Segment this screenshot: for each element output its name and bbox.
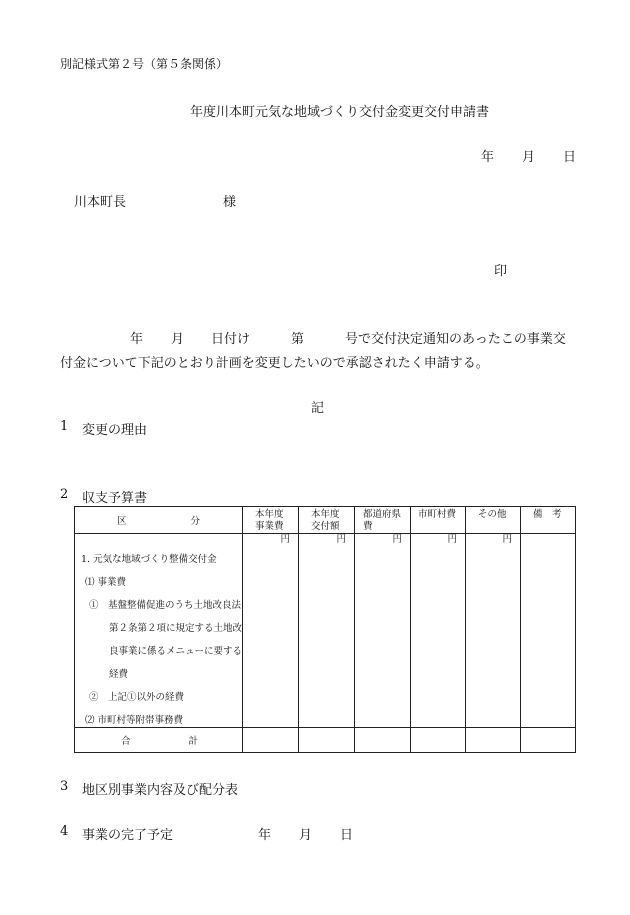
body-dated: 日付け <box>211 332 251 347</box>
list-item: 第２条第２項に規定する土地改 <box>109 623 243 634</box>
total-prefecture <box>355 728 411 753</box>
header-municipal: 市町村費 <box>411 507 466 534</box>
body-rest: 号で交付決定通知のあったこの事業交 <box>345 332 566 347</box>
total-other <box>466 728 521 753</box>
body-year: 年 <box>130 332 144 347</box>
form-number: 別記様式第２号（第５条関係） <box>60 57 229 71</box>
cost-cell <box>243 534 299 728</box>
remarks-cell <box>521 534 576 728</box>
yen-unit: 円 <box>280 534 290 545</box>
budget-table <box>74 506 576 753</box>
section-4-number: 4 <box>60 824 69 839</box>
header-prefecture: 都道府県 費 <box>355 507 411 534</box>
date-year: 年 <box>481 150 495 165</box>
header-grant: 本年度 交付額 <box>299 507 355 534</box>
date-month: 月 <box>522 150 536 165</box>
body-line-2: 付金について下記のとおり計画を変更したいので承認されたく申請する。 <box>60 356 489 371</box>
body-month: 月 <box>171 332 185 347</box>
list-item: 1. 元気な地域づくり整備交付金 <box>81 554 217 565</box>
list-item: ① 基盤整備促進のうち土地改良法 <box>89 600 242 611</box>
completion-day: 日 <box>340 828 354 843</box>
document-title: 年度川本町元気な地域づくり交付金変更交付申請書 <box>190 105 490 120</box>
total-label: 合 計 <box>75 728 243 753</box>
body-dai: 第 <box>291 332 305 347</box>
yen-unit: 円 <box>447 534 457 545</box>
seal-mark: 印 <box>494 264 508 279</box>
ki-heading: 記 <box>311 401 325 416</box>
list-item: 良事業に係るメニューに要する <box>109 646 243 657</box>
header-cost: 本年度 事業費 <box>243 507 299 534</box>
municipal-cell <box>411 534 466 728</box>
section-3-label: 地区別事業内容及び配分表 <box>82 783 239 798</box>
section-1-label: 変更の理由 <box>82 423 148 438</box>
header-remarks: 備 考 <box>521 507 576 534</box>
total-municipal <box>411 728 466 753</box>
section-3-number: 3 <box>60 779 69 794</box>
addressee-honorific: 様 <box>223 195 237 210</box>
addressee-name: 川本町長 <box>74 195 127 210</box>
header-other: その他 <box>466 507 521 534</box>
section-2-label: 収支予算書 <box>82 491 148 506</box>
total-remarks <box>521 728 576 753</box>
section-4-label: 事業の完了予定 <box>82 828 174 843</box>
grant-cell <box>299 534 355 728</box>
date-day: 日 <box>563 150 577 165</box>
yen-unit: 円 <box>392 534 402 545</box>
prefecture-cell <box>355 534 411 728</box>
section-2-number: 2 <box>60 487 69 502</box>
list-item: ② 上記①以外の経費 <box>89 692 185 703</box>
completion-year: 年 <box>258 828 272 843</box>
list-item: 経費 <box>109 669 129 680</box>
other-cell <box>466 534 521 728</box>
table-body-row <box>75 534 576 728</box>
completion-month: 月 <box>299 828 313 843</box>
header-category: 区 分 <box>75 507 243 534</box>
yen-unit: 円 <box>502 534 512 545</box>
total-grant <box>299 728 355 753</box>
list-item: ⑴ 事業費 <box>85 577 127 588</box>
section-1-number: 1 <box>60 419 69 434</box>
table-total-row <box>75 728 576 753</box>
items-cell <box>75 534 243 728</box>
table-header-row <box>75 507 576 534</box>
yen-unit: 円 <box>336 534 346 545</box>
list-item: ⑵ 市町村等附帯事務費 <box>85 715 184 726</box>
total-cost <box>243 728 299 753</box>
